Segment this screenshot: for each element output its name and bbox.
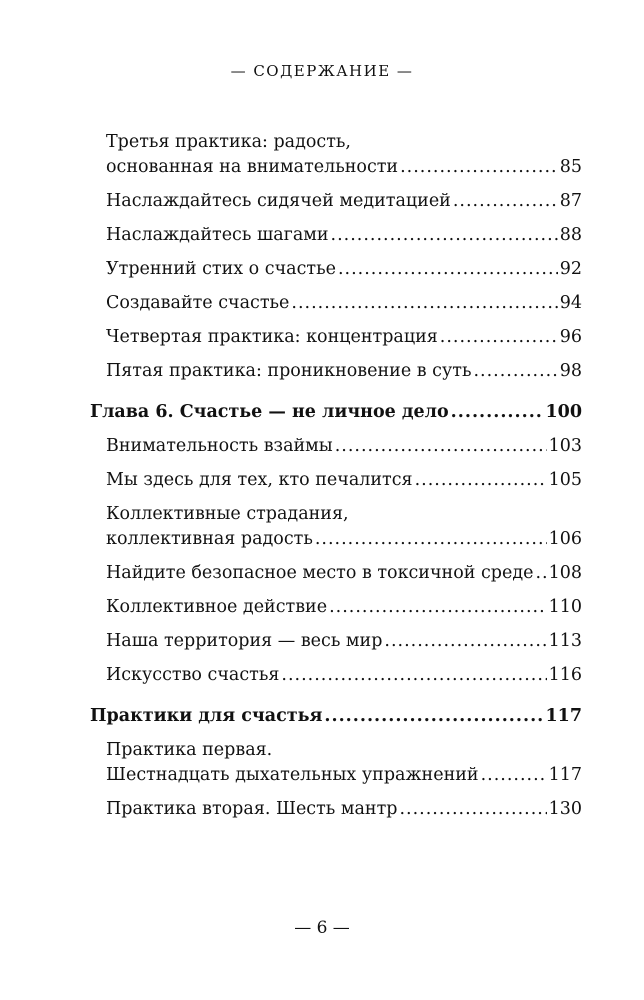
toc-entry-text: Найдите безопасное место в токсичной среде xyxy=(106,563,534,583)
toc-page-number: 130 xyxy=(548,799,582,819)
toc-entry-text: Создавайте счастье xyxy=(106,293,290,313)
dot-leader xyxy=(329,595,547,620)
dot-leader xyxy=(315,527,547,552)
toc-entry-text: Практика вторая. Шесть мантр xyxy=(106,799,398,819)
toc-entry-morning-verse[interactable] xyxy=(90,257,582,282)
toc-entry-text: Наслаждайтесь шагами xyxy=(106,225,329,245)
toc-entry-text: Четвертая практика: концентрация xyxy=(106,327,438,347)
dot-leader xyxy=(399,797,546,822)
toc-entry-text: Коллективные страдания, xyxy=(106,504,349,524)
toc-entry-text: Внимательность взаймы xyxy=(106,436,333,456)
toc-entry-text: Наша территория — весь мир xyxy=(106,631,383,651)
toc-page-number: 116 xyxy=(548,665,582,685)
toc-entry-text: Мы здесь для тех, кто печалится xyxy=(106,470,413,490)
dot-leader xyxy=(281,663,546,688)
toc-entry-practice-two[interactable] xyxy=(90,797,582,822)
dot-leader xyxy=(291,291,557,316)
dot-leader xyxy=(384,629,546,654)
toc-entry-borrowed-mindfulness[interactable] xyxy=(90,434,582,459)
toc-entry-text: Третья практика: радость, xyxy=(106,132,351,152)
dot-leader xyxy=(453,189,558,214)
dot-leader xyxy=(335,434,547,459)
toc-entry-art-of-happiness[interactable] xyxy=(90,663,582,688)
toc-entry-our-territory[interactable] xyxy=(90,629,582,654)
toc-page-number: 85 xyxy=(559,157,582,177)
toc-entry-enjoy-steps[interactable] xyxy=(90,223,582,248)
toc-page-number: 88 xyxy=(559,225,582,245)
dot-leader xyxy=(473,359,557,384)
toc-page-number: 103 xyxy=(548,436,582,456)
page-number: — 6 — xyxy=(294,918,350,938)
toc-entry-text: Коллективное действие xyxy=(106,597,328,617)
toc-page-number: 94 xyxy=(559,293,582,313)
toc-page-number: 98 xyxy=(559,361,582,381)
dot-leader xyxy=(324,704,543,729)
dot-leader xyxy=(331,223,558,248)
toc-chapter-title: Глава 6. Счастье — не личное дело xyxy=(90,402,449,422)
dot-leader xyxy=(451,400,544,425)
toc-page-number: 113 xyxy=(548,631,582,651)
toc-entry-text: Практика первая. xyxy=(106,740,273,760)
toc-entry-third-practice[interactable] xyxy=(90,130,582,180)
toc-entry-practice-one[interactable] xyxy=(90,738,582,788)
toc-entry-safe-place[interactable] xyxy=(90,561,582,586)
toc-entry-collective-suffering[interactable] xyxy=(90,502,582,552)
toc-entry-collective-action[interactable] xyxy=(90,595,582,620)
toc-entry-text: Пятая практика: проникновение в суть xyxy=(106,361,472,381)
toc-page-number: 110 xyxy=(548,597,582,617)
toc-page-number: 117 xyxy=(545,706,582,726)
toc-entry-text: Утренний стих о счастье xyxy=(106,259,336,279)
toc-chapter-title: Практики для счастья xyxy=(90,706,323,726)
dot-leader xyxy=(440,325,558,350)
toc-page-number: 106 xyxy=(548,529,582,549)
toc-practices-section[interactable] xyxy=(90,704,582,729)
toc-entry-text: Наслаждайтесь сидячей медитацией xyxy=(106,191,451,211)
dot-leader xyxy=(400,155,558,180)
toc-page-number: 117 xyxy=(548,765,582,785)
toc-entry-fourth-practice[interactable] xyxy=(90,325,582,350)
toc-entry-text: основанная на внимательности xyxy=(106,157,399,177)
toc-page-number: 87 xyxy=(559,191,582,211)
toc-page-number: 100 xyxy=(545,402,582,422)
toc-entry-fifth-practice[interactable] xyxy=(90,359,582,384)
dot-leader xyxy=(338,257,558,282)
toc-page-number: 105 xyxy=(548,470,582,490)
dot-leader xyxy=(415,468,547,493)
toc-entry-text: Шестнадцать дыхательных упражнений xyxy=(106,765,479,785)
dot-leader xyxy=(535,561,546,586)
toc-entry-create-happiness[interactable] xyxy=(90,291,582,316)
table-of-contents xyxy=(90,130,582,822)
toc-page-number: 96 xyxy=(559,327,582,347)
toc-page-number: 108 xyxy=(548,563,582,583)
dot-leader xyxy=(481,763,547,788)
toc-chapter-6[interactable] xyxy=(90,400,582,425)
toc-entry-sitting-meditation[interactable] xyxy=(90,189,582,214)
toc-entry-here-for-grieving[interactable] xyxy=(90,468,582,493)
toc-entry-text: коллективная радость xyxy=(106,529,313,549)
toc-entry-text: Искусство счастья xyxy=(106,665,280,685)
toc-page-number: 92 xyxy=(559,259,582,279)
running-header: — СОДЕРЖАНИЕ — xyxy=(230,62,414,80)
